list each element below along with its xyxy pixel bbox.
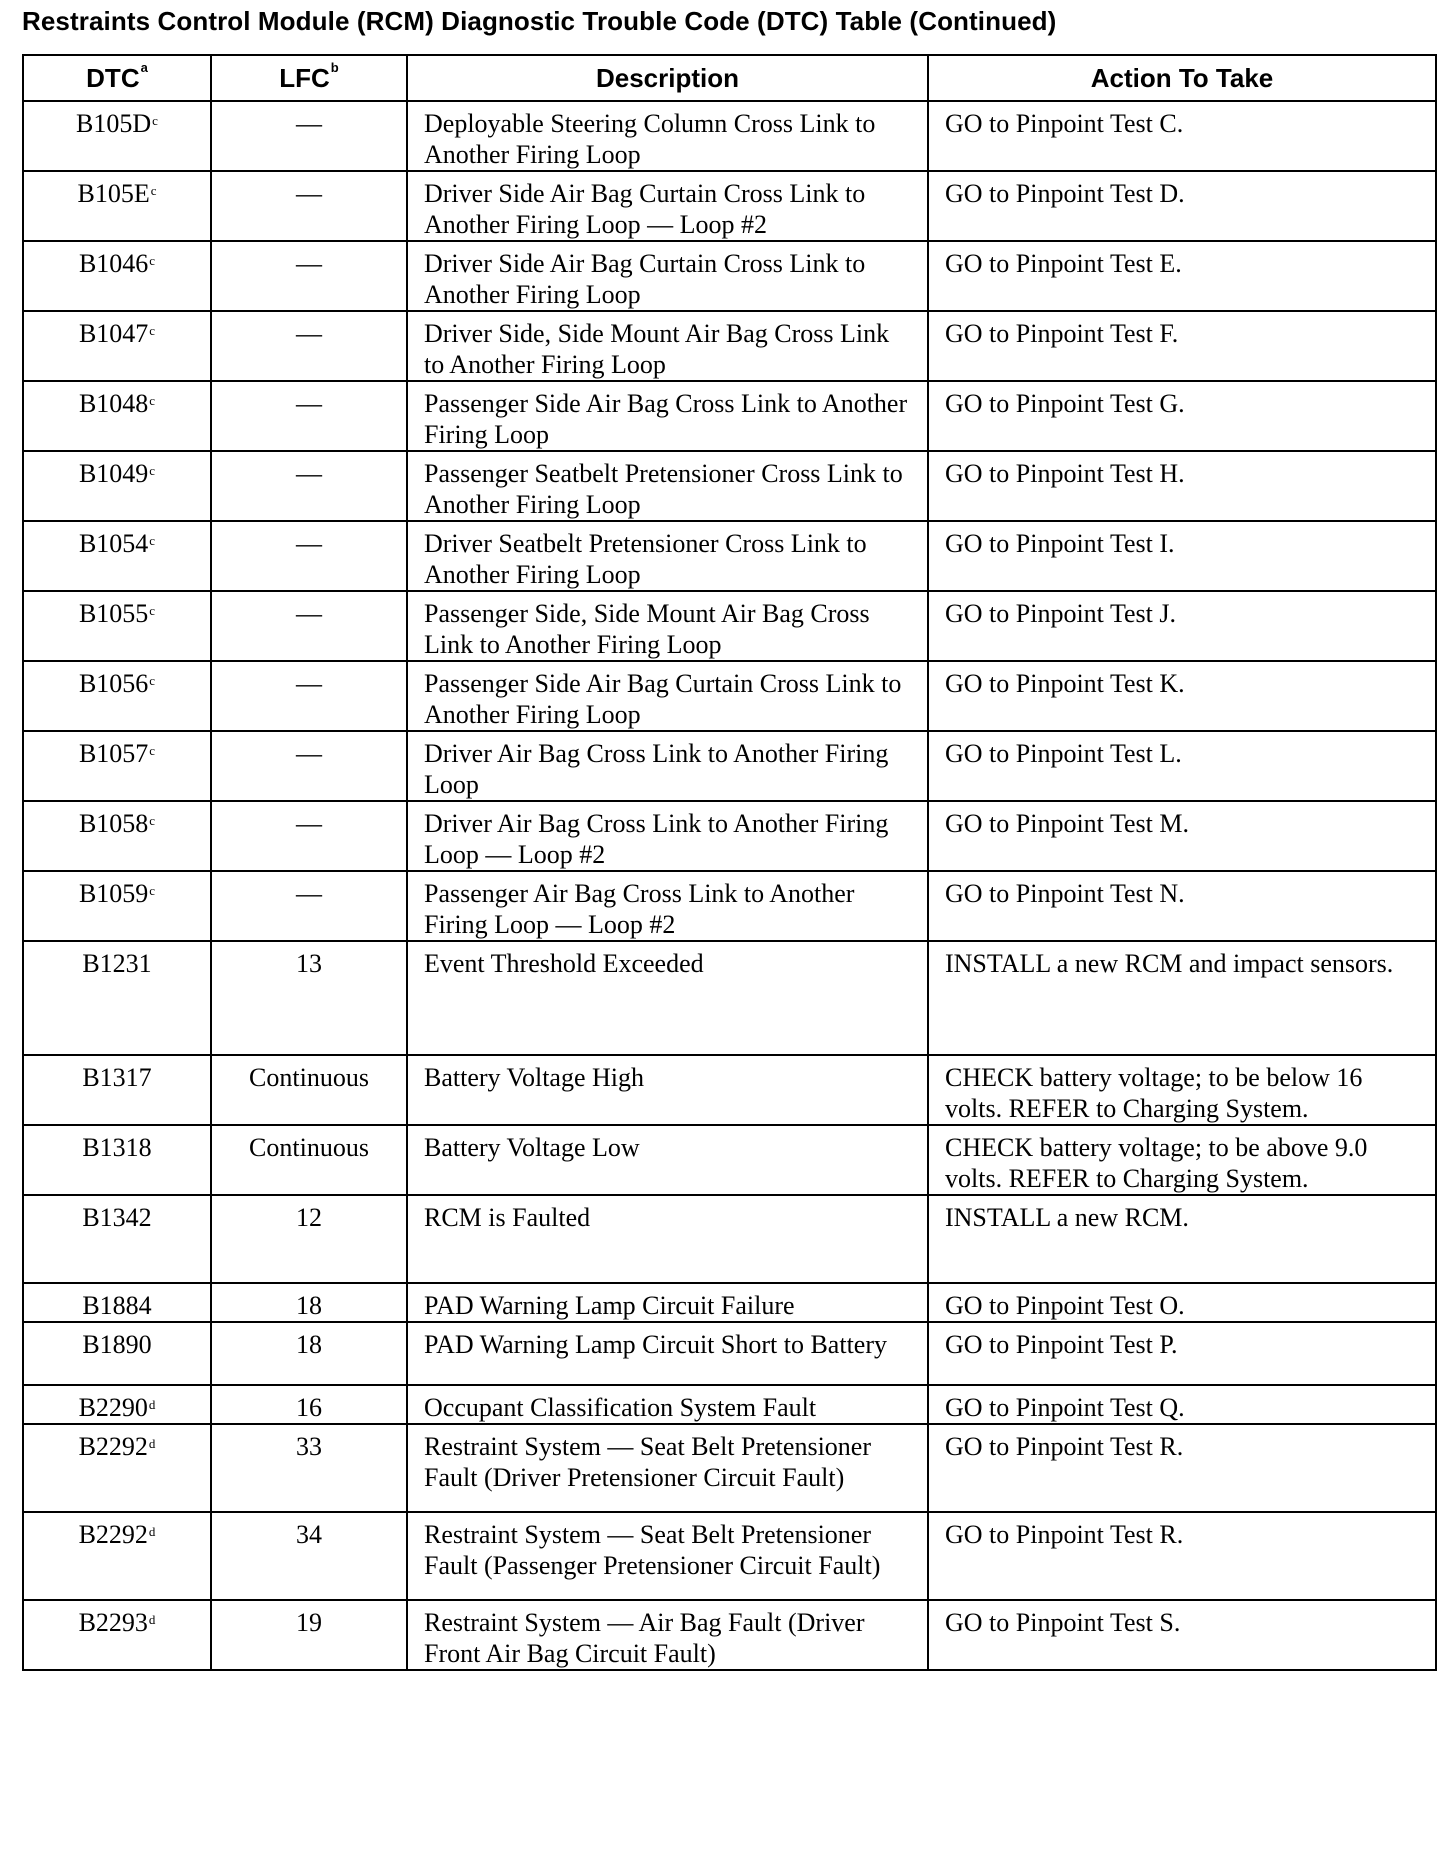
dtc-footnote: d	[148, 1436, 156, 1451]
dtc-footnote: c	[149, 463, 156, 478]
table-row	[23, 801, 1436, 871]
description-cell: Driver Air Bag Cross Link to Another Firing Loop	[407, 731, 928, 801]
action-cell: GO to Pinpoint Test O.	[928, 1283, 1436, 1322]
lfc-value: —	[211, 241, 407, 311]
dtc-footnote: c	[149, 673, 156, 688]
dtc-code: B1047$^c$	[23, 311, 211, 381]
lfc-value: 33	[211, 1424, 407, 1512]
lfc-value: 12	[211, 1195, 407, 1283]
dtc-code: B1890	[23, 1322, 211, 1385]
table-row	[23, 1512, 1436, 1600]
description-cell: Restraint System — Air Bag Fault (Driver Front Air Bag Circuit Fault)	[407, 1600, 928, 1670]
lfc-value: —	[211, 101, 407, 171]
dtc-code: B2292$^d$	[23, 1512, 211, 1600]
table-row	[23, 171, 1436, 241]
dtc-code: B1317	[23, 1055, 211, 1125]
table-row	[23, 1195, 1436, 1283]
description-cell: PAD Warning Lamp Circuit Failure	[407, 1283, 928, 1322]
action-cell: GO to Pinpoint Test R.	[928, 1424, 1436, 1512]
action-cell: GO to Pinpoint Test S.	[928, 1600, 1436, 1670]
description-cell: Restraint System — Seat Belt Pretensioner Fault (Passenger Pretensioner Circuit Fault)	[407, 1512, 928, 1600]
header-action: Action To Take	[928, 55, 1436, 101]
description-cell: Driver Seatbelt Pretensioner Cross Link to Another Firing Loop	[407, 521, 928, 591]
header-lfc: LFC$^b$	[211, 55, 407, 101]
dtc-code: B2293$^d$	[23, 1600, 211, 1670]
lfc-value: —	[211, 381, 407, 451]
dtc-code: B1231	[23, 941, 211, 1055]
dtc-table	[22, 54, 1437, 1671]
lfc-value: —	[211, 451, 407, 521]
table-row	[23, 451, 1436, 521]
lfc-value: Continuous	[211, 1125, 407, 1195]
table-row	[23, 101, 1436, 171]
dtc-code: B105E$^c$	[23, 171, 211, 241]
table-row	[23, 1283, 1436, 1322]
dtc-code: B1059$^c$	[23, 871, 211, 941]
lfc-value: —	[211, 871, 407, 941]
table-row	[23, 731, 1436, 801]
lfc-value: —	[211, 171, 407, 241]
action-cell: GO to Pinpoint Test P.	[928, 1322, 1436, 1385]
lfc-value: Continuous	[211, 1055, 407, 1125]
table-row	[23, 521, 1436, 591]
description-cell: RCM is Faulted	[407, 1195, 928, 1283]
lfc-value: 19	[211, 1600, 407, 1670]
dtc-footnote: c	[150, 183, 157, 198]
description-cell: Passenger Side, Side Mount Air Bag Cross Link to Another Firing Loop	[407, 591, 928, 661]
dtc-code: B1049$^c$	[23, 451, 211, 521]
action-cell: GO to Pinpoint Test G.	[928, 381, 1436, 451]
table-header-row	[23, 55, 1436, 101]
header-dtc: DTC$^a$	[23, 55, 211, 101]
action-cell: INSTALL a new RCM and impact sensors.	[928, 941, 1436, 1055]
table-row	[23, 871, 1436, 941]
lfc-value: 16	[211, 1385, 407, 1424]
dtc-code: B105D$^c$	[23, 101, 211, 171]
lfc-value: —	[211, 661, 407, 731]
action-cell: CHECK battery voltage; to be above 9.0 volts. REFER to Charging System.	[928, 1125, 1436, 1195]
action-cell: GO to Pinpoint Test N.	[928, 871, 1436, 941]
description-cell: Event Threshold Exceeded	[407, 941, 928, 1055]
dtc-code: B1058$^c$	[23, 801, 211, 871]
lfc-value: 13	[211, 941, 407, 1055]
header-description: Description	[407, 55, 928, 101]
dtc-code: B1884	[23, 1283, 211, 1322]
action-cell: INSTALL a new RCM.	[928, 1195, 1436, 1283]
dtc-footnote: d	[148, 1524, 156, 1539]
dtc-footnote: d	[148, 1612, 156, 1627]
dtc-footnote: c	[149, 603, 156, 618]
action-cell: CHECK battery voltage; to be below 16 volts. REFER to Charging System.	[928, 1055, 1436, 1125]
action-cell: GO to Pinpoint Test L.	[928, 731, 1436, 801]
description-cell: Occupant Classification System Fault	[407, 1385, 928, 1424]
table-row	[23, 1424, 1436, 1512]
action-cell: GO to Pinpoint Test F.	[928, 311, 1436, 381]
table-row	[23, 1385, 1436, 1424]
dtc-code: B1318	[23, 1125, 211, 1195]
description-cell: Driver Air Bag Cross Link to Another Firing Loop — Loop #2	[407, 801, 928, 871]
dtc-code: B1055$^c$	[23, 591, 211, 661]
table-row	[23, 661, 1436, 731]
action-cell: GO to Pinpoint Test K.	[928, 661, 1436, 731]
description-cell: Passenger Seatbelt Pretensioner Cross Link to Another Firing Loop	[407, 451, 928, 521]
table-row	[23, 311, 1436, 381]
lfc-value: —	[211, 311, 407, 381]
lfc-value: 34	[211, 1512, 407, 1600]
description-cell: Deployable Steering Column Cross Link to Another Firing Loop	[407, 101, 928, 171]
dtc-code: B1342	[23, 1195, 211, 1283]
dtc-code: B1057$^c$	[23, 731, 211, 801]
description-cell: Driver Side Air Bag Curtain Cross Link to Another Firing Loop	[407, 241, 928, 311]
dtc-footnote: d	[148, 1397, 156, 1412]
action-cell: GO to Pinpoint Test Q.	[928, 1385, 1436, 1424]
lfc-value: —	[211, 521, 407, 591]
action-cell: GO to Pinpoint Test I.	[928, 521, 1436, 591]
action-cell: GO to Pinpoint Test H.	[928, 451, 1436, 521]
lfc-value: 18	[211, 1322, 407, 1385]
action-cell: GO to Pinpoint Test R.	[928, 1512, 1436, 1600]
action-cell: GO to Pinpoint Test M.	[928, 801, 1436, 871]
page-title: Restraints Control Module (RCM) Diagnostic Trouble Code (DTC) Table (Continued)	[22, 6, 1057, 36]
action-cell: GO to Pinpoint Test D.	[928, 171, 1436, 241]
table-row	[23, 1125, 1436, 1195]
table-row	[23, 1322, 1436, 1385]
description-cell: Restraint System — Seat Belt Pretensioner Fault (Driver Pretensioner Circuit Fault)	[407, 1424, 928, 1512]
description-cell: Driver Side Air Bag Curtain Cross Link to Another Firing Loop — Loop #2	[407, 171, 928, 241]
header-lfc-note: b	[330, 59, 339, 75]
header-dtc-note: a	[140, 59, 148, 75]
dtc-code: B1048$^c$	[23, 381, 211, 451]
dtc-code: B1056$^c$	[23, 661, 211, 731]
dtc-code: B2292$^d$	[23, 1424, 211, 1512]
lfc-value: —	[211, 591, 407, 661]
action-cell: GO to Pinpoint Test J.	[928, 591, 1436, 661]
table-row	[23, 1055, 1436, 1125]
description-cell: Passenger Air Bag Cross Link to Another Firing Loop — Loop #2	[407, 871, 928, 941]
dtc-footnote: c	[152, 113, 158, 128]
dtc-footnote: c	[149, 883, 156, 898]
description-cell: Passenger Side Air Bag Cross Link to Another Firing Loop	[407, 381, 928, 451]
dtc-code: B1054$^c$	[23, 521, 211, 591]
dtc-footnote: c	[149, 743, 156, 758]
table-row	[23, 591, 1436, 661]
description-cell: Passenger Side Air Bag Curtain Cross Link to Another Firing Loop	[407, 661, 928, 731]
action-cell: GO to Pinpoint Test E.	[928, 241, 1436, 311]
action-cell: GO to Pinpoint Test C.	[928, 101, 1436, 171]
dtc-footnote: c	[149, 393, 156, 408]
dtc-footnote: c	[149, 253, 156, 268]
lfc-value: 18	[211, 1283, 407, 1322]
table-row	[23, 241, 1436, 311]
description-cell: Battery Voltage Low	[407, 1125, 928, 1195]
dtc-code: B1046$^c$	[23, 241, 211, 311]
table-row	[23, 381, 1436, 451]
lfc-value: —	[211, 801, 407, 871]
table-row	[23, 1600, 1436, 1670]
description-cell: PAD Warning Lamp Circuit Short to Battery	[407, 1322, 928, 1385]
table-row	[23, 941, 1436, 1055]
description-cell: Battery Voltage High	[407, 1055, 928, 1125]
dtc-footnote: c	[149, 813, 156, 828]
dtc-footnote: c	[149, 533, 156, 548]
lfc-value: —	[211, 731, 407, 801]
description-cell: Driver Side, Side Mount Air Bag Cross Link to Another Firing Loop	[407, 311, 928, 381]
dtc-code: B2290$^d$	[23, 1385, 211, 1424]
dtc-footnote: c	[149, 323, 156, 338]
